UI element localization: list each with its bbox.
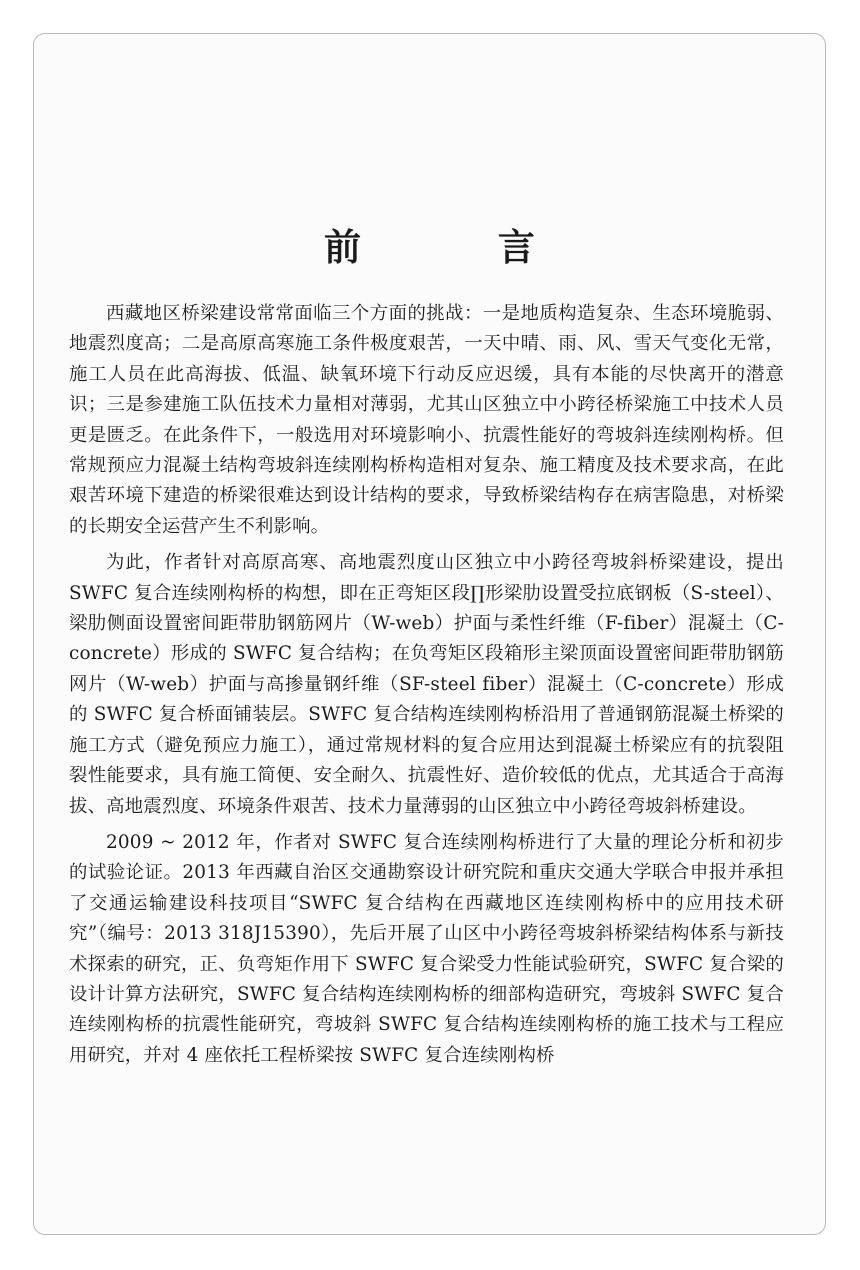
paragraph-1: 西藏地区桥梁建设常常面临三个方面的挑战：一是地质构造复杂、生态环境脆弱、地震烈度高；二是高原高寒施工条件极度艰苦，一天中晴、雨、风、雪天气变化无常，施工人员在此高海拔、低温、缺氧环境下行动反应迟缓，具有本能的尽快离开的潜意识；三是参建施工队伍技术力量相对薄弱，尤其山区独立中小跨径桥梁施工中技术人员更是匮乏。在此条件下，一般选用对环境影响小、抗震性能好的弯坡斜连续刚构桥。但常规预应力混凝土结构弯坡斜连续刚构桥构造相对复杂、施工精度及技术要求高，在此艰苦环境下建造的桥梁很难达到设计结构的要求，导致桥梁结构存在病害隐患，对桥梁的长期安全运营产生不利影响。 [69, 303, 784, 537]
book-page [33, 33, 826, 1235]
page-title: 前 言 [324, 225, 597, 269]
paragraph-3: 2009 ~ 2012 年，作者对 SWFC 复合连续刚构桥进行了大量的理论分析和初步的试验论证。2013 年西藏自治区交通勘察设计研究院和重庆交通大学联合申报并承担了交通运输建设科技项目“SWFC 复合结构在西藏地区连续刚构桥中的应用技术研究”（编号：2013 318J15390），先后开展了山区中小跨径弯坡斜桥梁结构体系与新技术探索的研究，正、负弯矩作用下 SWFC 复合梁受力性能试验研究，SWFC 复合梁的设计计算方法研究，SWFC 复合结构连续刚构桥的细部构造研究，弯坡斜 SWFC 复合连续刚构桥的抗震性能研究，弯坡斜 SWFC 复合结构连续刚构桥的施工技术与工程应用研究，并对 4 座依托工程桥梁按 SWFC 复合连续刚构桥 [69, 831, 784, 1066]
preface-body [69, 299, 784, 1077]
paragraph-2: 为此，作者针对高原高寒、高地震烈度山区独立中小跨径弯坡斜桥梁建设，提出 SWFC 复合连续刚构桥的构想，即在正弯矩区段∏形梁肋设置受拉底钢板（S-steel）、梁肋侧面设置密间距带肋钢筋网片（W-web）护面与柔性纤维（F-fiber）混凝土（C-concrete）形成的 SWFC 复合结构；在负弯矩区段箱形主梁顶面设置密间距带肋钢筋网片（W-web）护面与高掺量钢纤维（SF-steel fiber）混凝土（C-concrete）形成的 SWFC 复合桥面铺装层。SWFC 复合结构连续刚构桥沿用了普通钢筋混凝土桥梁的施工方式（避免预应力施工），通过常规材料的复合应用达到混凝土桥梁应有的抗裂阻裂性能要求，具有施工简便、安全耐久、抗震性好、造价较低的优点，尤其适合于高海拔、高地震烈度、环境条件艰苦、技术力量薄弱的山区独立中小跨径弯坡斜桥建设。 [69, 552, 784, 817]
